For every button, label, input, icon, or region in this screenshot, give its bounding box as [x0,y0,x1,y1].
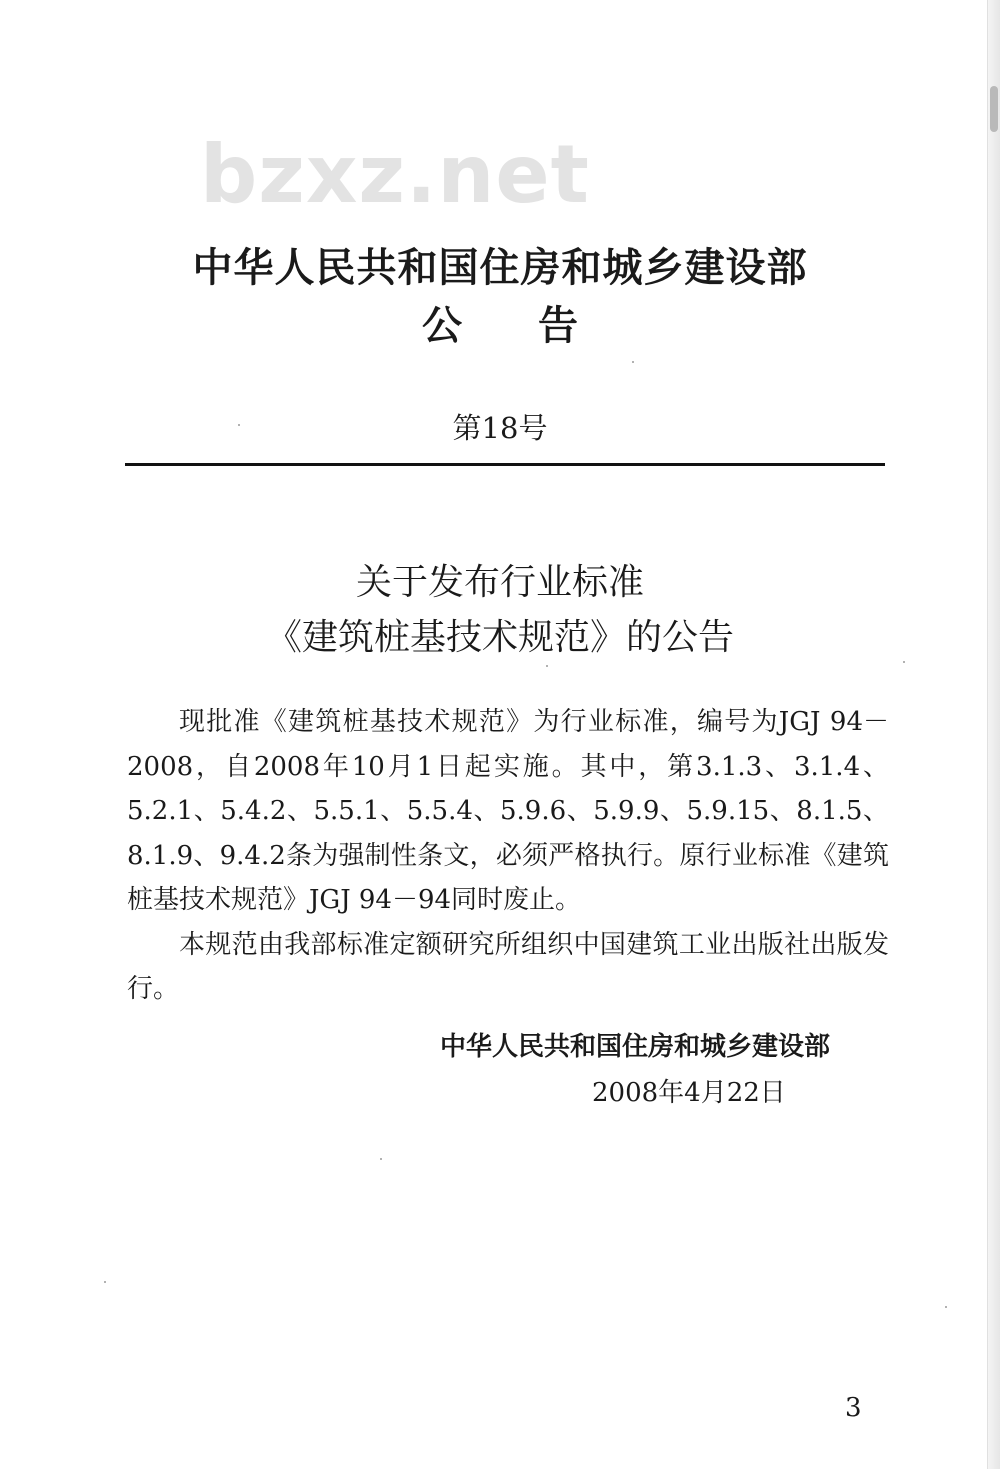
announcement-subject [0,555,1000,665]
scan-speck [945,1306,947,1308]
notice-heading: 公告 [422,303,654,349]
scan-speck [104,1281,106,1283]
header-divider [125,463,885,466]
signature-date: 2008年4月22日 [592,1078,786,1108]
body-paragraph-1: 现批准《建筑桩基技术规范》为行业标准，编号为JGJ 94－2008，自2008年10月1日起实施。其中，第3.1.3、3.1.4、5.2.1、5.4.2、5.5.1、5.5.4、5.9.6、5.9.9、5.9.15、8.1.5、8.1.9、9.4.2条为强制性条文，必须严格执行。原行业标准《建筑桩基技术规范》JGJ 94－94同时废止。 [127,707,889,915]
scrollbar-track[interactable] [987,0,1000,1469]
ministry-title: 中华人民共和国住房和城乡建设部 [192,245,808,291]
scan-speck [546,665,548,667]
subject-line-2: 《建筑桩基技术规范》的公告 [265,617,734,658]
page-number: 3 [845,1393,862,1423]
scan-speck [903,661,905,663]
scrollbar-thumb[interactable] [990,86,998,132]
body-paragraph-2: 本规范由我部标准定额研究所组织中国建筑工业出版社出版发行。 [127,929,889,1004]
scan-speck [238,424,240,426]
scan-speck [632,361,634,363]
subject-line-1: 关于发布行业标准 [355,562,644,603]
announcement-body [127,700,889,1012]
scan-speck [380,1158,382,1160]
watermark: bzxz.net [200,128,590,221]
signature-ministry: 中华人民共和国住房和城乡建设部 [439,1032,830,1062]
announcement-number: 第18号 [452,411,548,445]
